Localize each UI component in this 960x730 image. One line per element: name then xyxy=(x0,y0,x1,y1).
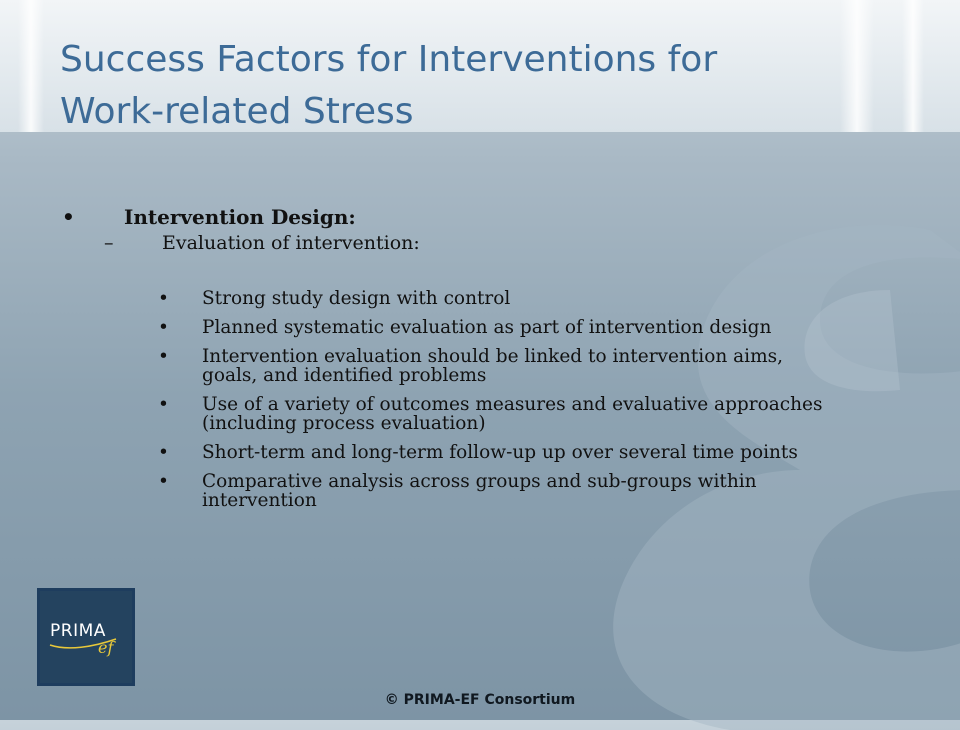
slide-title xyxy=(60,34,920,138)
list-item-text: Planned systematic evaluation as part of intervention design xyxy=(202,317,772,338)
logo-suffix: ef xyxy=(98,638,114,657)
evaluation-criteria-list xyxy=(0,289,960,510)
slide-content xyxy=(0,205,960,520)
evaluation-subheading: Evaluation of intervention: xyxy=(162,232,420,254)
intervention-design-heading: Intervention Design: xyxy=(124,205,356,229)
bullet-marker: • xyxy=(158,317,169,338)
list-item xyxy=(0,443,960,462)
list-item-text: Short-term and long-term follow-up up over several time points xyxy=(202,442,798,463)
slide-title-line-1: Success Factors for Interventions for xyxy=(60,39,718,80)
bullet-marker: • xyxy=(158,394,169,415)
list-item xyxy=(0,318,960,337)
bullet-marker: • xyxy=(158,288,169,309)
prima-ef-logo xyxy=(37,588,135,686)
list-item xyxy=(0,395,960,433)
list-item-text-continued: intervention xyxy=(202,490,317,511)
band-stripe xyxy=(18,0,44,132)
level-1-bullet-item xyxy=(0,205,960,229)
list-item xyxy=(0,289,960,308)
list-item-text: Comparative analysis across groups and sub-groups within xyxy=(202,471,757,492)
logo-wordmark: PRIMA xyxy=(50,621,106,641)
dash-marker: – xyxy=(104,232,114,254)
copyright-footer: © PRIMA-EF Consortium xyxy=(384,692,576,708)
bullet-marker: • xyxy=(158,442,169,463)
list-item xyxy=(0,347,960,385)
list-item-text-continued: goals, and identified problems xyxy=(202,365,487,386)
bullet-marker: • xyxy=(62,205,75,229)
bullet-marker: • xyxy=(158,471,169,492)
slide-title-line-2: Work-related Stress xyxy=(60,91,414,132)
list-item-text-continued: (including process evaluation) xyxy=(202,413,486,434)
list-item-text: Use of a variety of outcomes measures and evaluative approaches xyxy=(202,394,823,415)
list-item xyxy=(0,472,960,510)
list-item-text: Strong study design with control xyxy=(202,288,511,309)
list-item-text: Intervention evaluation should be linked to intervention aims, xyxy=(202,346,783,367)
bullet-marker: • xyxy=(158,346,169,367)
level-2-bullet-item xyxy=(0,231,960,255)
